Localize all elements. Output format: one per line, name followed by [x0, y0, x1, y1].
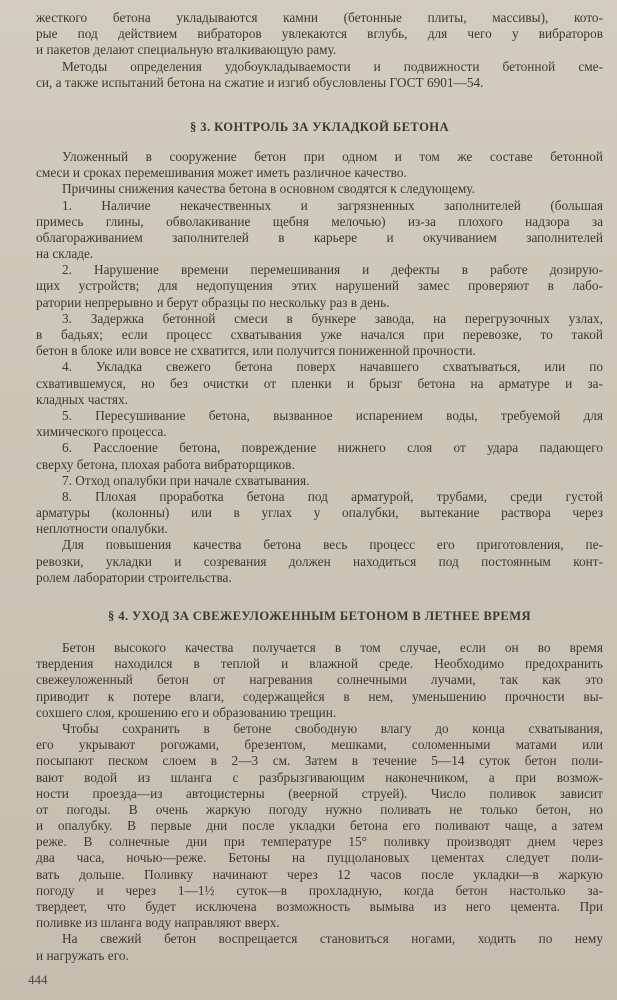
text-line: ролем лаборатории строительства.	[36, 569, 232, 585]
paragraph	[36, 408, 603, 440]
text-line: и опалубку. В первые дни после укладки бетона его поливают чаще, а затем	[36, 818, 603, 834]
text-line: химического процесса.	[36, 424, 167, 440]
text-line: ности проезда—из автоцистерны (веерной струей). Число поливок зависит	[36, 785, 603, 801]
text-line: кладных частях.	[36, 391, 129, 407]
paragraph	[36, 59, 603, 91]
text-line: и нагружать его.	[36, 947, 129, 963]
text-line: 6. Расслоение бетона, повреждение нижнего слоя от удара падающего	[62, 440, 603, 456]
text-line: 4. Укладка свежего бетона поверх начавшего схватываться, или по	[62, 359, 603, 375]
text-line: реже. В солнечные дни при температуре 15° поливку производят днем через	[36, 834, 603, 850]
section-4-heading: § 4. УХОД ЗА СВЕЖЕУЛОЖЕННЫМ БЕТОНОМ В ЛЕТНЕЕ ВРЕМЯ	[108, 609, 531, 623]
text-line: ратории непрерывно и берут образцы по нескольку раз в день.	[36, 294, 390, 310]
paragraph	[36, 440, 603, 472]
page-number: 444	[28, 972, 48, 987]
text-line: его укрывают рогожами, брезентом, мешками, соломенными матами или	[36, 737, 603, 753]
text-line: в бадьях; если процесс схватывания уже начался при перевозке, то такой	[36, 327, 603, 342]
section-4-body	[36, 640, 603, 964]
paragraph	[36, 359, 603, 408]
paragraph	[36, 931, 603, 963]
text-line: посыпают песком слоем в 2—3 см. Затем в течение 5—14 суток бетон поли-	[36, 753, 603, 769]
paragraph	[36, 640, 603, 721]
text-line: Бетон высокого качества получается в том случае, если он во время	[62, 640, 603, 655]
section-3-body	[36, 149, 603, 586]
text-line: 3. Задержка бетонной смеси в бункере завода, на перегрузочных узлах,	[62, 310, 603, 326]
text-line: свежеуложенный бетон от нагревания солнечными лучами, так как это	[36, 672, 603, 688]
paragraph	[36, 181, 603, 197]
text-line: арматуры (колонны) или в углах у опалубки, вытекание раствора через	[36, 505, 603, 521]
text-line: облагораживанием заполнителей в карьере и окучиванием заполнителей	[36, 229, 603, 245]
text-line: поливке из шланга воду направляют вверх.	[36, 915, 280, 931]
paragraph	[36, 473, 603, 489]
paragraph	[36, 149, 603, 181]
text-line: погоду и через 1—1½ суток—в прохладную, когда бетон настолько за-	[36, 882, 603, 898]
text-line: ревозки, укладки и созревания должен находиться под постоянным конт-	[36, 553, 603, 569]
text-line: твердеет, что будет исключена возможность вымыва из него цемента. При	[36, 899, 603, 914]
paragraph	[36, 721, 603, 931]
text-line: от погоды. В очень жаркую погоду нужно поливать не только бетон, но	[36, 801, 603, 817]
text-line: 7. Отход опалубки при начале схватывания.	[62, 472, 310, 488]
text-line: Чтобы сохранить в бетоне свободную влагу до конца схватывания,	[62, 720, 603, 736]
text-line: рые под действием вибраторов увлекаются вглубь, для чего у вибраторов	[36, 26, 603, 42]
paragraph	[36, 489, 603, 538]
text-line: 8. Плохая проработка бетона под арматурой, трубами, среди густой	[62, 488, 603, 504]
text-line: си, а также испытаний бетона на сжатие и изгиб обусловлены ГОСТ 6901—54.	[36, 74, 484, 90]
text-line: На свежий бетон воспрещается становиться ногами, ходить по нему	[62, 931, 603, 947]
text-line: приводит к потере влаги, содержащейся в нем, уменьшению прочности вы-	[36, 688, 603, 704]
paragraph	[36, 198, 603, 263]
section-3-heading: § 3. КОНТРОЛЬ ЗА УКЛАДКОЙ БЕТОНА	[190, 119, 449, 134]
text-line: вают водой из шланга с разбрызгивающим наконечником, а при возмож-	[36, 769, 603, 785]
text-line: щих устройств; для недопущения этих нарушений замес проверяют в лабо-	[36, 278, 603, 294]
text-line: смеси и сроках перемешивания может иметь различное качество.	[36, 165, 407, 181]
text-line: и пакетов делают специальную вталкивающую раму.	[36, 42, 337, 58]
text-line: два часа, ночью—реже. Бетоны на пуццолановых цементах следует поли-	[36, 850, 603, 866]
text-line: Методы определения удобоукладываемости и подвижности бетонной сме-	[62, 58, 603, 74]
text-line: 5. Пересушивание бетона, вызванное испарением воды, требуемой для	[62, 407, 603, 423]
text-line: сохшего слоя, крошению его и образованию трещин.	[36, 704, 337, 720]
text-line: вать дольше. Поливку начинают через 12 часов после укладки—в жаркую	[36, 866, 603, 882]
text-line: Для повышения качества бетона весь процесс его приготовления, пе-	[62, 537, 603, 553]
top-text-block	[36, 10, 603, 91]
text-line: схватившемуся, но без очистки от пленки и брызг бетона на арматуре и за-	[36, 375, 603, 391]
paragraph	[36, 311, 603, 360]
text-line: Уложенный в сооружение бетон при одном и том же составе бетонной	[62, 148, 603, 164]
paragraph	[36, 262, 603, 311]
paragraph	[36, 10, 603, 59]
text-line: твердения находился в теплой и влажной среде. Необходимо предохранить	[36, 656, 603, 672]
text-line: жесткого бетона укладываются камни (бетонные плиты, массивы), кото-	[36, 10, 603, 25]
text-line: 1. Наличие некачественных и загрязненных заполнителей (большая	[62, 197, 603, 213]
paragraph	[36, 537, 603, 586]
text-line: Причины снижения качества бетона в основном сводятся к следующему.	[62, 181, 475, 197]
text-line: неплотности опалубки.	[36, 521, 168, 537]
text-line: 2. Нарушение времени перемешивания и дефекты в работе дозирую-	[62, 262, 603, 278]
text-line: сверху бетона, плохая работа вибраторщиков.	[36, 456, 295, 472]
text-line: на складе.	[36, 246, 94, 262]
text-line: бетон в блоке или вовсе не схватится, или получится пониженной прочности.	[36, 343, 476, 359]
text-line: примесь глины, обволакивание щебня мелочью) из-за плохого надзора за	[36, 213, 603, 229]
